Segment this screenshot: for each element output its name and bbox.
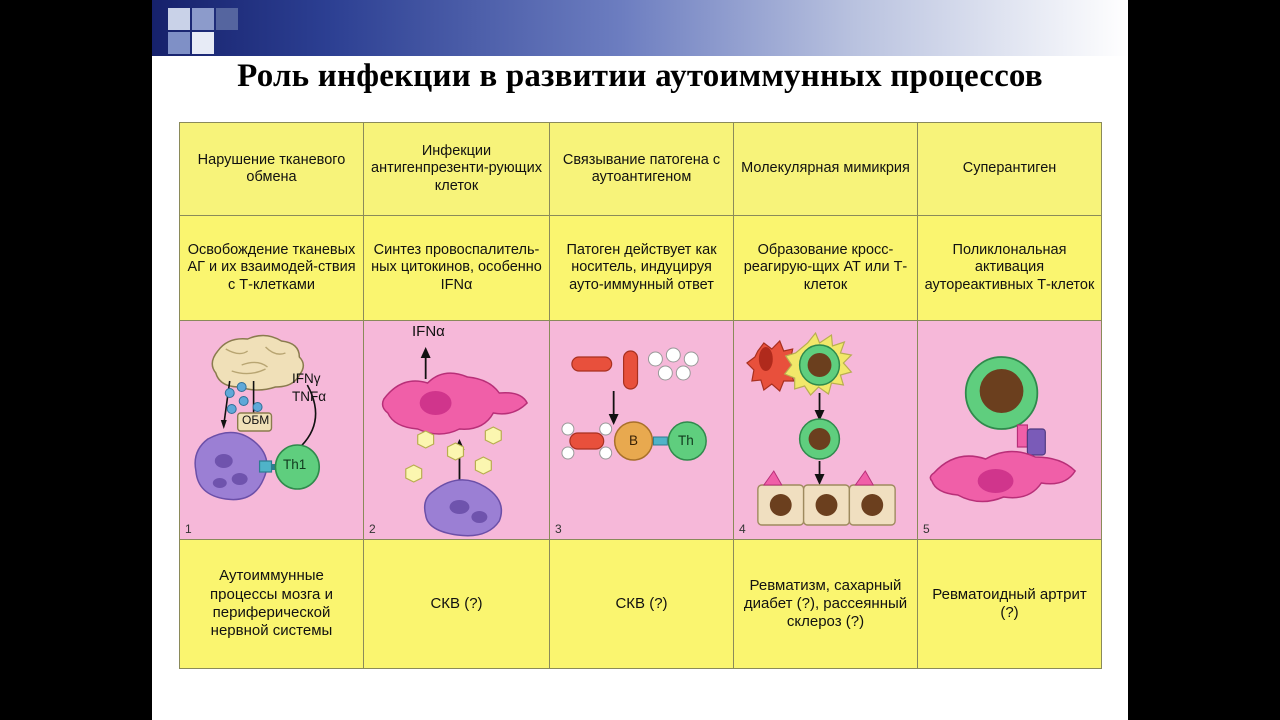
molecular-mimicry-diagram-icon [734, 321, 917, 539]
figure-label-b-cell: B [629, 433, 639, 448]
header-square-icon [168, 32, 190, 54]
table-header-cell-2: Инфекции антигенпрезенти-рующих клеток [364, 123, 550, 216]
header-square-icon [168, 8, 190, 30]
slide-canvas [152, 0, 1128, 720]
figure-label-th1: Th1 [283, 457, 307, 472]
table-outcome-cell-2: СКВ (?) [364, 540, 550, 669]
figure-label-obm: ОБМ [242, 413, 270, 427]
figure-number-5: 5 [923, 522, 930, 536]
table-description-cell-1: Освобождение тканевых АГ и их взаимодей-ствия с Т-клетками [180, 216, 364, 321]
illustration-cell-5 [918, 321, 1102, 540]
pathogen-carrier-diagram-icon [550, 321, 733, 539]
table-outcome-cell-4: Ревматизм, сахарный диабет (?), рассеянный склероз (?) [734, 540, 918, 669]
table-description-cell-4: Образование кросс-реагирую-щих АТ или Т-клеток [734, 216, 918, 321]
superantigen-diagram-icon [918, 321, 1101, 539]
illustration-cell-3 [550, 321, 734, 540]
mechanisms-table [179, 122, 1102, 669]
apc-cytokine-diagram-icon [364, 321, 549, 539]
brain-autoantigen-diagram-icon [180, 321, 363, 539]
figure-number-3: 3 [555, 522, 562, 536]
table-header-cell-1: Нарушение тканевого обмена [180, 123, 364, 216]
table-row-outcomes [180, 540, 1102, 669]
figure-number-4: 4 [739, 522, 746, 536]
header-square-icon [192, 8, 214, 30]
table-row-descriptions [180, 216, 1102, 321]
table-header-cell-4: Молекулярная мимикрия [734, 123, 918, 216]
figure-number-2: 2 [369, 522, 376, 536]
figure-label-th-cell: Th [678, 433, 694, 448]
table-outcome-cell-5: Ревматоидный артрит (?) [918, 540, 1102, 669]
figure-number-1: 1 [185, 522, 192, 536]
table-outcome-cell-3: СКВ (?) [550, 540, 734, 669]
illustration-cell-2 [364, 321, 550, 540]
table-description-cell-3: Патоген действует как носитель, индуцируя ауто-иммунный ответ [550, 216, 734, 321]
page-title: Роль инфекции в развитии аутоиммунных процессов [237, 58, 1043, 94]
table-outcome-cell-1: Аутоиммунные процессы мозга и периферической нервной системы [180, 540, 364, 669]
table-description-cell-2: Синтез провоспалитель-ных цитокинов, особенно IFNα [364, 216, 550, 321]
header-square-icon [216, 8, 238, 30]
figure-label-tnf-alpha: TNFα [292, 389, 327, 404]
header-square-icon [192, 32, 214, 54]
table-description-cell-5: Поликлональная активация аутореактивных Т-клеток [918, 216, 1102, 321]
table-row-headers [180, 123, 1102, 216]
table-header-cell-3: Связывание патогена с аутоантигеном [550, 123, 734, 216]
table-header-cell-5: Суперантиген [918, 123, 1102, 216]
illustration-cell-1 [180, 321, 364, 540]
figure-label-ifn-gamma: IFNγ [292, 371, 321, 386]
illustration-cell-4 [734, 321, 918, 540]
table-row-illustrations [180, 321, 1102, 540]
figure-label-ifn-alpha: IFNα [412, 323, 445, 340]
decorative-header-bar [152, 0, 1128, 56]
